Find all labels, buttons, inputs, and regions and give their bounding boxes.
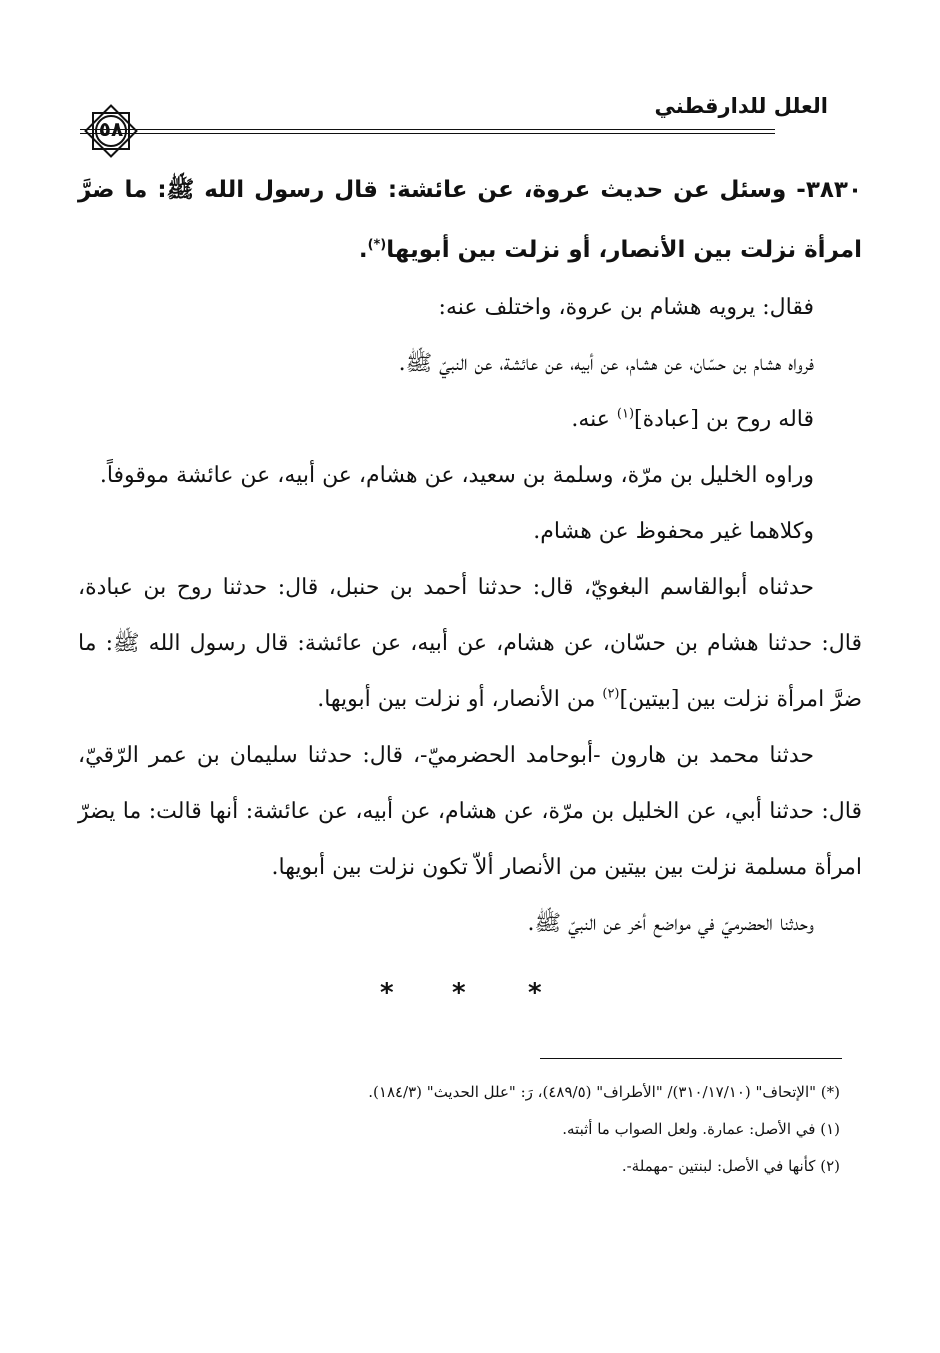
header-rule bbox=[80, 129, 775, 134]
paragraph-7: حدثنا محمد بن هارون -أبوحامد الحضرميّ-، قال: حدثنا سليمان بن عمر الرّقيّ، قال: حدثنا أبي، عن الخليل بن مرّة، عن هشام، عن أبيه، عن عائشة: أنها قالت: ما يضرّ امرأة مسلمة نزلت بين بيتين من الأنصار ألاّ تكون نزلت بين أبويها. bbox=[78, 743, 862, 880]
entry-marker: (*) bbox=[367, 237, 387, 253]
paragraph-3 bbox=[78, 392, 862, 448]
paragraph-3-text: قاله روح بن [عبادة] bbox=[634, 407, 814, 432]
paragraph-6 bbox=[78, 560, 862, 728]
paragraph-3-tail: عنه. bbox=[571, 407, 617, 432]
page-header bbox=[80, 92, 870, 152]
book-title: العلل للدارقطني bbox=[654, 94, 828, 118]
footnote-star: (*) "الإتحاف" (٣١٠/١٧/١٠)/ "الأطراف" (٤٨٩/٥)، رَ: "علل الحديث" (١٨٤/٣). bbox=[368, 1083, 840, 1101]
footnote-1: (١) في الأصل: عمارة. ولعل الصواب ما أثبته. bbox=[562, 1120, 840, 1138]
paragraph-6-text: حدثناه أبوالقاسم البغويّ، قال: حدثنا أحمد بن حنبل، قال: حدثنا روح بن عبادة، قال: حدثنا هشام بن حسّان، عن هشام، عن أبيه، عن عائشة: قال رسول الله ﷺ: ما ضرَّ امرأة نزلت بين [بيتين] bbox=[78, 575, 862, 712]
paragraph-6-tail: من الأنصار، أو نزلت بين أبويها. bbox=[317, 687, 603, 712]
entry-heading bbox=[78, 160, 862, 280]
paragraph-2: فرواه هشام بن حسّان، عن هشام، عن أبيه، عن عائشة، عن النبيّ ﷺ. bbox=[398, 351, 814, 376]
section-separator bbox=[0, 978, 940, 1018]
main-text bbox=[78, 160, 862, 952]
separator-star: * bbox=[380, 978, 394, 1008]
page-number: ٥٨ bbox=[98, 117, 124, 141]
separator-star: * bbox=[528, 978, 542, 1008]
footnotes bbox=[200, 1074, 840, 1185]
footnote-divider bbox=[540, 1058, 842, 1059]
paragraph-1: فقال: يرويه هشام بن عروة، واختلف عنه: bbox=[438, 295, 814, 320]
entry-heading-text: ٣٨٣٠- وسئل عن حديث عروة، عن عائشة: قال رسول الله ﷺ: ما ضرَّ امرأة نزلت بين الأنصار، أو نزلت بين أبويها bbox=[78, 177, 862, 263]
paragraph-5: وكلاهما غير محفوظ عن هشام. bbox=[533, 519, 814, 544]
footnote-ref-1: (١) bbox=[616, 406, 635, 422]
separator-star: * bbox=[452, 978, 466, 1008]
paragraph-8: وحدثنا الحضرميّ في مواضع أخر عن النبيّ ﷺ. bbox=[527, 911, 814, 936]
entry-heading-end: . bbox=[358, 237, 368, 263]
footnote-2: (٢) كأنها في الأصل: لبنتين -مهملة-. bbox=[621, 1157, 840, 1175]
paragraph-4: وراوه الخليل بن مرّة، وسلمة بن سعيد، عن هشام، عن أبيه، عن عائشة موقوفاً. bbox=[99, 463, 814, 488]
footnote-ref-2: (٢) bbox=[602, 686, 620, 702]
